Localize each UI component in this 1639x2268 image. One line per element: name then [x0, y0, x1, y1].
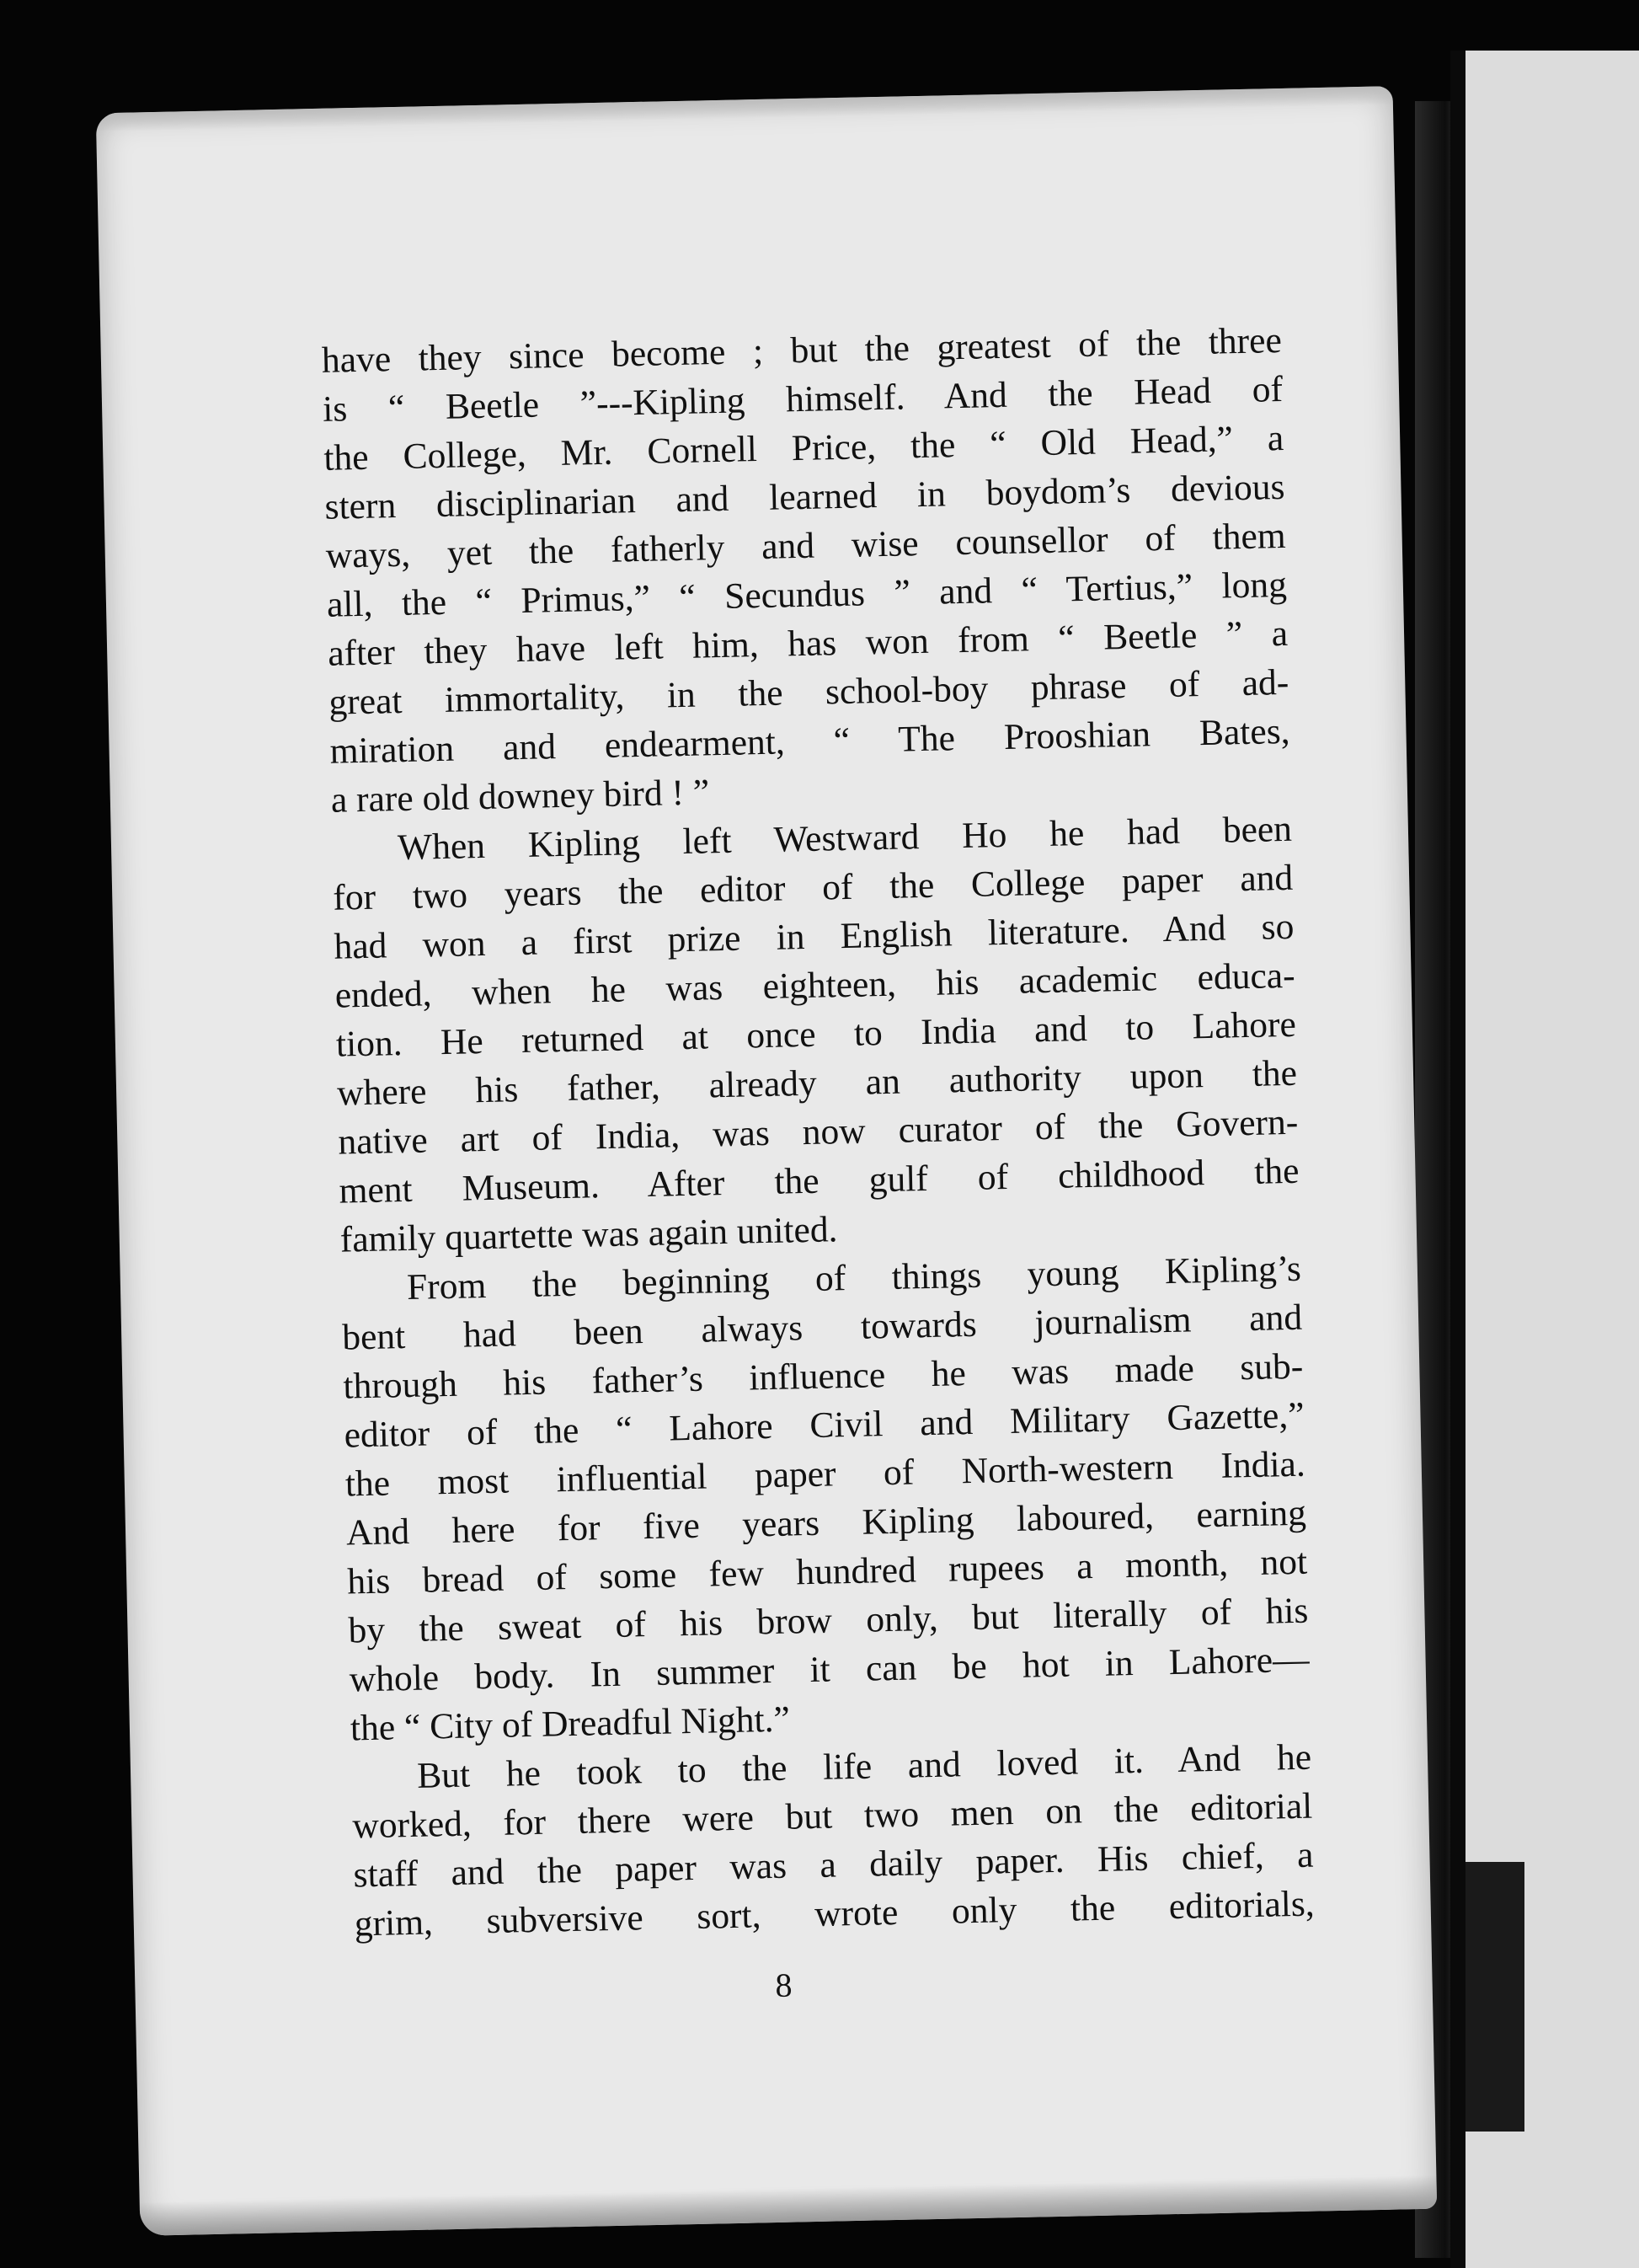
text-line: staff and the paper was a daily paper. His chief, a — [353, 1834, 1314, 1896]
facing-page-edge — [1450, 51, 1639, 2268]
text-line: a rare old downey bird ! ” — [330, 772, 710, 821]
body-text — [321, 316, 1315, 1948]
text-line: native art of India, was now curator of the Govern- — [337, 1101, 1299, 1163]
text-line: tion. He returned at once to India and to Lahore — [335, 1003, 1297, 1065]
text-line: the “ City of Dreadful Night.” — [350, 1698, 791, 1749]
text-line: through his father’s influence he was made sub- — [342, 1345, 1304, 1407]
text-line: whole body. In summer it can be hot in Lahore— — [349, 1639, 1311, 1700]
text-line: by the sweat of his brow only, but literally of his — [348, 1590, 1309, 1651]
paragraph-4 — [351, 1733, 1316, 1949]
page-bottom-edge — [140, 2175, 1438, 2236]
text-line: When Kipling left Westward Ho he had been — [397, 808, 1293, 869]
text-line: for two years the editor of the College paper and — [332, 857, 1294, 918]
page-sheet — [96, 86, 1437, 2236]
text-line: is “ Beetle ”---Kipling himself. And the Head of — [322, 368, 1284, 430]
text-line: after they have left him, has won from “ Beetle ” a — [327, 612, 1289, 674]
facing-page-shadow — [1465, 1862, 1524, 2132]
text-line: But he took to the life and loved it. And he — [416, 1736, 1312, 1796]
text-line: family quartette was again united. — [339, 1209, 838, 1260]
text-line: the College, Mr. Cornell Price, the “ Old Head,” a — [323, 417, 1284, 479]
text-line: worked, for there were but two men on the editorial — [351, 1785, 1313, 1847]
text-line: grim, subversive sort, wrote only the editorials, — [354, 1883, 1316, 1944]
paragraph-2 — [332, 805, 1301, 1265]
paragraph-3 — [340, 1244, 1311, 1753]
text-line: the most influential paper of North-western India. — [344, 1443, 1306, 1505]
page-top-edge — [96, 86, 1393, 131]
text-line: where his father, already an authority upon the — [336, 1052, 1298, 1114]
text-line: ended, when he was eighteen, his academic educa- — [334, 955, 1296, 1016]
text-line: all, the “ Primus,” “ Secundus ” and “ Tertius,” long — [326, 564, 1288, 625]
text-line: ment Museum. After the gulf of childhood the — [339, 1150, 1300, 1212]
page-number: 8 — [775, 1966, 793, 2004]
text-line: had won a first prize in English literature. And so — [334, 906, 1295, 967]
text-line: And here for five years Kipling laboured, earning — [345, 1492, 1307, 1554]
text-line: From the beginning of things young Kipling’s — [406, 1248, 1302, 1308]
paragraph-1 — [321, 316, 1291, 825]
text-line: stern disciplinarian and learned in boydom’s devious — [324, 466, 1285, 527]
text-line: great immortality, in the school-boy phrase of ad- — [328, 661, 1289, 723]
text-line: have they since become ; but the greatest of the three — [321, 319, 1283, 381]
text-line: miration and endearment, “ The Prooshian Bates, — [329, 710, 1290, 772]
text-line: bent had been always towards journalism and — [341, 1297, 1303, 1358]
text-line: ways, yet the fatherly and wise counsellor of them — [325, 515, 1287, 576]
text-line: his bread of some few hundred rupees a month, not — [346, 1541, 1308, 1602]
text-line: editor of the “ Lahore Civil and Military Gazette,” — [344, 1394, 1305, 1456]
